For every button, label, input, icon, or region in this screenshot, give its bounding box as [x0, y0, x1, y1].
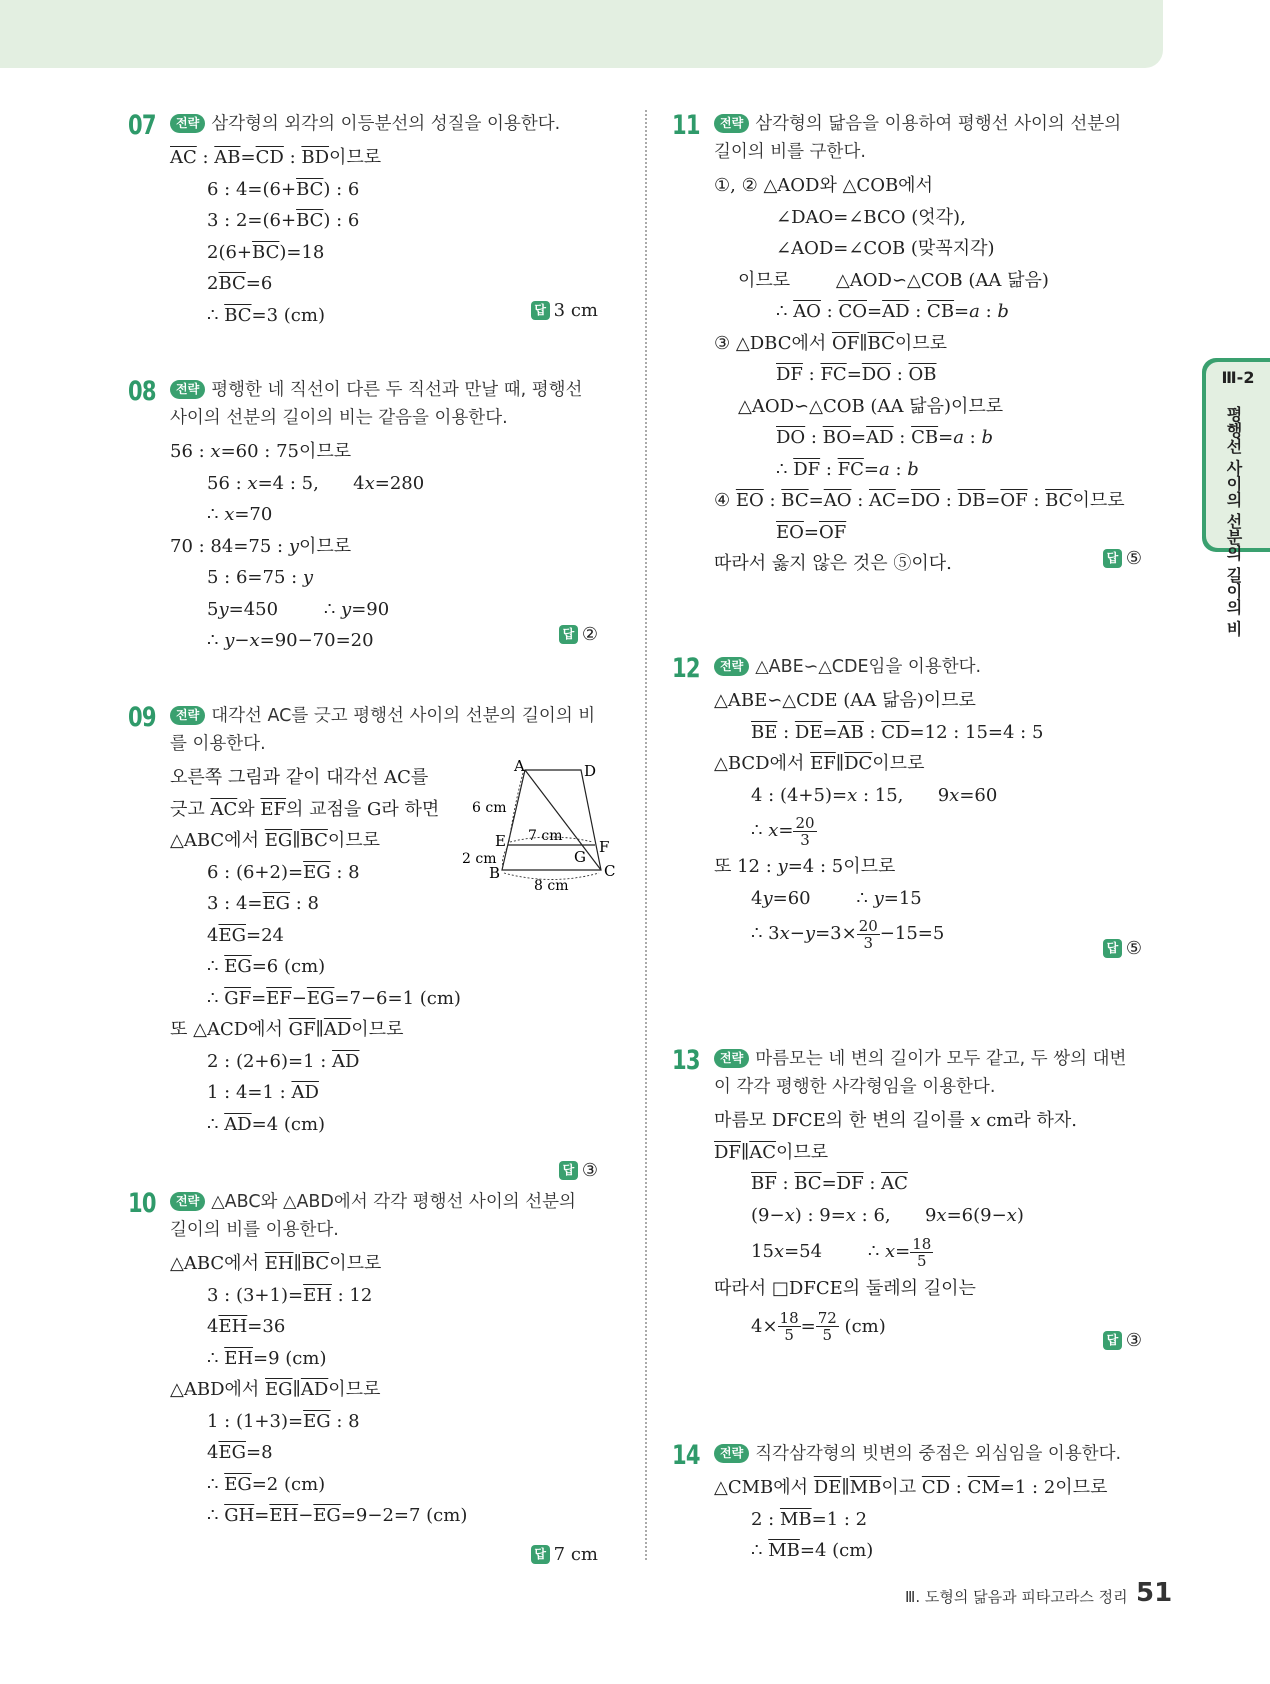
length-ae: 6 cm	[472, 800, 507, 816]
answer	[1103, 548, 1142, 569]
strategy-badge: 전략	[714, 114, 749, 133]
strategy-badge: 전략	[714, 1049, 749, 1068]
strategy-line	[170, 376, 598, 432]
answer	[559, 1160, 598, 1181]
section-title: 평행선 사이의 선분의 길이의 비	[1224, 406, 1243, 637]
column-divider	[645, 110, 647, 1560]
problem-08	[128, 376, 598, 657]
top-header-band	[0, 0, 1163, 68]
strategy-badge: 전략	[170, 380, 205, 399]
answer-badge: 답	[559, 625, 578, 644]
solution: $\overline{AC}$ : $\overline{AB}=\overline{CD}$ : $\overline{BD}$이므로 6 : $4=(6+\overline{BC})$ : 6 3 : $2=(6+\overline{BC})$ : 6 $2(6+\overline{BC})=18$ $2\overline{BC}=6$ ∴ $\overline{BC}=3$ (cm)	[170, 147, 382, 326]
problem-10	[128, 1188, 598, 1565]
strategy-text: △ABC와 △ABD에서 각각 평행선 사이의 선분의 길이의 비를 이용한다.	[170, 1192, 576, 1240]
answer-value: 3 cm	[553, 300, 598, 321]
problem-12	[672, 653, 1142, 959]
strategy-badge: 전략	[714, 1444, 749, 1463]
answer	[531, 1544, 598, 1565]
solution: △ABE∽△CDE (AA 닮음)이므로 $\overline{BE}$ : $\overline{DE}=\overline{AB}$ : $\overline{CD}=12$ : 15=4 : 5 △BCD에서 $\overline{EF}\parallel\overline{DC}$이므로 4 : (4+5)=x : 15, 9x=60 ∴ x= $\frac{20}{3}$ 또 12 : y=4 : 5이므로 4y=60 ∴ y=15 ∴ 3x−y=3× $\frac{20}{3}$ −15=5	[714, 690, 1044, 952]
strategy-text: 삼각형의 닮음을 이용하여 평행선 사이의 선분의 길이의 비를 구한다.	[714, 114, 1122, 162]
answer-value: ⑤	[1125, 548, 1142, 569]
length-eb: 2 cm	[462, 851, 497, 867]
strategy-text: 삼각형의 외각의 이등분선의 성질을 이용한다.	[211, 114, 561, 134]
label-e: E	[495, 832, 506, 850]
strategy-badge: 전략	[170, 114, 205, 133]
diagonal-ac	[525, 770, 601, 870]
answer-badge: 답	[1103, 549, 1122, 568]
strategy-text: 평행한 네 직선이 다른 두 직선과 만날 때, 평행선 사이의 선분의 길이의 비는 같음을 이용한다.	[170, 380, 583, 428]
page-number: 51	[1136, 1578, 1173, 1608]
problem-09	[128, 702, 616, 1181]
problem-number: 14	[672, 1440, 700, 1471]
strategy-line	[170, 702, 598, 758]
strategy-text: △ABE∽△CDE임을 이용한다.	[755, 657, 982, 677]
problem-number: 10	[128, 1188, 156, 1219]
answer-badge: 답	[531, 1545, 550, 1564]
answer-badge: 답	[1103, 939, 1122, 958]
answer	[1103, 938, 1142, 959]
problem-number: 11	[672, 110, 700, 141]
solution: 오른쪽 그림과 같이 대각선 AC를 긋고 $\overline{AC}$와 $\overline{EF}$의 교점을 G라 하면 △ABC에서 $\overline{EG}\parallel\overline{BC}$이므로 6 : $(6+2)=\overline{EG}$ : 8 3 : $4=\overline{EG}$ : 8 $4\overline{EG}=24$ ∴ $\overline{EG}=6$ (cm) ∴ $\overline{GF}=\overline{EF}-\overline{EG}=7-6=1$ (cm) 또 △ACD에서 $\overline{GF}\parallel\overline{AD}$이므로 2 : (2+6)=1 : $\overline{AD}$ 1 : 4=1 : $\overline{AD}$ ∴ $\overline{AD}=4$ (cm)	[170, 767, 461, 1135]
answer-value: ③	[581, 1160, 598, 1181]
label-g: G	[574, 848, 586, 866]
strategy-line	[714, 110, 1142, 166]
strategy-text: 마름모는 네 변의 길이가 모두 같고, 두 쌍의 대변이 각각 평행한 사각형임을 이용한다.	[714, 1049, 1127, 1097]
answer-value: ③	[1125, 1330, 1142, 1351]
strategy-text: 대각선 AC를 긋고 평행선 사이의 선분의 길이의 비를 이용한다.	[170, 706, 596, 754]
answer-badge: 답	[559, 1161, 578, 1180]
answer-value: ⑤	[1125, 938, 1142, 959]
solution: △ABC에서 $\overline{EH}\parallel\overline{BC}$이므로 3 : $(3+1)=\overline{EH}$ : 12 $4\overline{EH}=36$ ∴ $\overline{EH}=9$ (cm) △ABD에서 $\overline{EG}\parallel\overline{AD}$이므로 1 : $(1+3)=\overline{EG}$ : 8 $4\overline{EG}=8$ ∴ $\overline{EG}=2$ (cm) ∴ $\overline{GH}=\overline{EH}-\overline{EG}=9-2=7$ (cm)	[170, 1253, 468, 1526]
strategy-line	[170, 1188, 598, 1244]
strategy-badge: 전략	[714, 657, 749, 676]
problem-number: 07	[128, 110, 156, 141]
solution: ①, ② △AOD와 △COB에서 ∠DAO=∠BCO (엇각), ∠AOD=∠COB (맞꼭지각) 이므로 △AOD∽△COB (AA 닮음) ∴ $\overline{AO}$ : $\overline{CO}=\overline{AD}$ : $\overline{CB}=a$ : b ③ △DBC에서 $\overline{OF}\parallel\overline{BC}$이므로 $\overline{DF}$ : $\overline{FC}=\overline{DO}$ : $\overline{OB}$ △AOD∽△COB (AA 닮음)이므로 $\overline{DO}$ : $\overline{BO}=\overline{AD}$ : $\overline{CB}=a$ : b ∴ $\overline{DF}$ : $\overline{FC}=a$ : b ④ $\overline{EO}$ : $\overline{BC}=\overline{AO}$ : $\overline{AC}=\overline{DO}$ : $\overline{DB}=\overline{OF}$ : $\overline{BC}$이므로 $\overline{EO}=\overline{OF}$ 따라서 옳지 않은 것은 ⑤이다.	[714, 175, 1125, 574]
problem-number: 09	[128, 702, 156, 733]
length-bc: 8 cm	[534, 878, 569, 894]
label-a: A	[514, 757, 525, 775]
problem-number: 12	[672, 653, 700, 684]
problem-number: 08	[128, 376, 156, 407]
answer-badge: 답	[531, 301, 550, 320]
answer	[1103, 1330, 1142, 1351]
label-c: C	[604, 862, 616, 880]
problem-11	[672, 110, 1142, 580]
trapezoid-figure	[462, 757, 618, 894]
problem-14	[672, 1440, 1142, 1567]
label-f: F	[599, 838, 610, 856]
strategy-line	[170, 110, 598, 138]
strategy-line	[714, 1045, 1142, 1101]
solution: 56 : x=60 : 75이므로 56 : x=4 : 5, 4x=280 ∴ x=70 70 : 84=75 : y이므로 5 : 6=75 : y 5y=450 ∴ y=90 ∴ y−x=90−70=20	[170, 441, 425, 651]
strategy-badge: 전략	[170, 706, 205, 725]
problem-07	[128, 110, 598, 331]
answer-value: 7 cm	[553, 1544, 598, 1565]
solution: 마름모 DFCE의 한 변의 길이를 x cm라 하자. $\overline{DF}\parallel\overline{AC}$이므로 $\overline{BF}$ : $\overline{BC}=\overline{DF}$ : $\overline{AC}$ (9−x) : 9=x : 6, 9x=6(9−x) 15x=54 ∴ x= $\frac{18}{5}$ 따라서 □DFCE의 둘레의 길이는 4× $\frac{18}{5}$ = $\frac{72}{5}$ (cm)	[714, 1110, 1077, 1344]
label-d: D	[584, 762, 597, 780]
label-b: B	[489, 864, 501, 882]
strategy-line	[714, 653, 1142, 681]
answer	[531, 300, 598, 321]
strategy-text: 직각삼각형의 빗변의 중점은 외심임을 이용한다.	[755, 1444, 1122, 1464]
length-ef: 7 cm	[528, 828, 563, 844]
answer	[559, 624, 598, 645]
section-code: Ⅲ-2	[1221, 368, 1255, 387]
answer-badge: 답	[1103, 1331, 1122, 1350]
trapezoid-abcd	[502, 770, 601, 870]
solution: △CMB에서 $\overline{DE}\parallel\overline{MB}$이고 $\overline{CD}$ : $\overline{CM}=1$ : 2이므로 2 : $\overline{MB}=1$ : 2 ∴ $\overline{MB}=4$ (cm)	[714, 1477, 1108, 1561]
chapter-footer: Ⅲ. 도형의 닮음과 피타고라스 정리	[905, 1588, 1128, 1606]
problem-13	[672, 1045, 1142, 1349]
strategy-line	[714, 1440, 1142, 1468]
problem-number: 13	[672, 1045, 700, 1076]
answer-value: ②	[581, 624, 598, 645]
strategy-badge: 전략	[170, 1192, 205, 1211]
